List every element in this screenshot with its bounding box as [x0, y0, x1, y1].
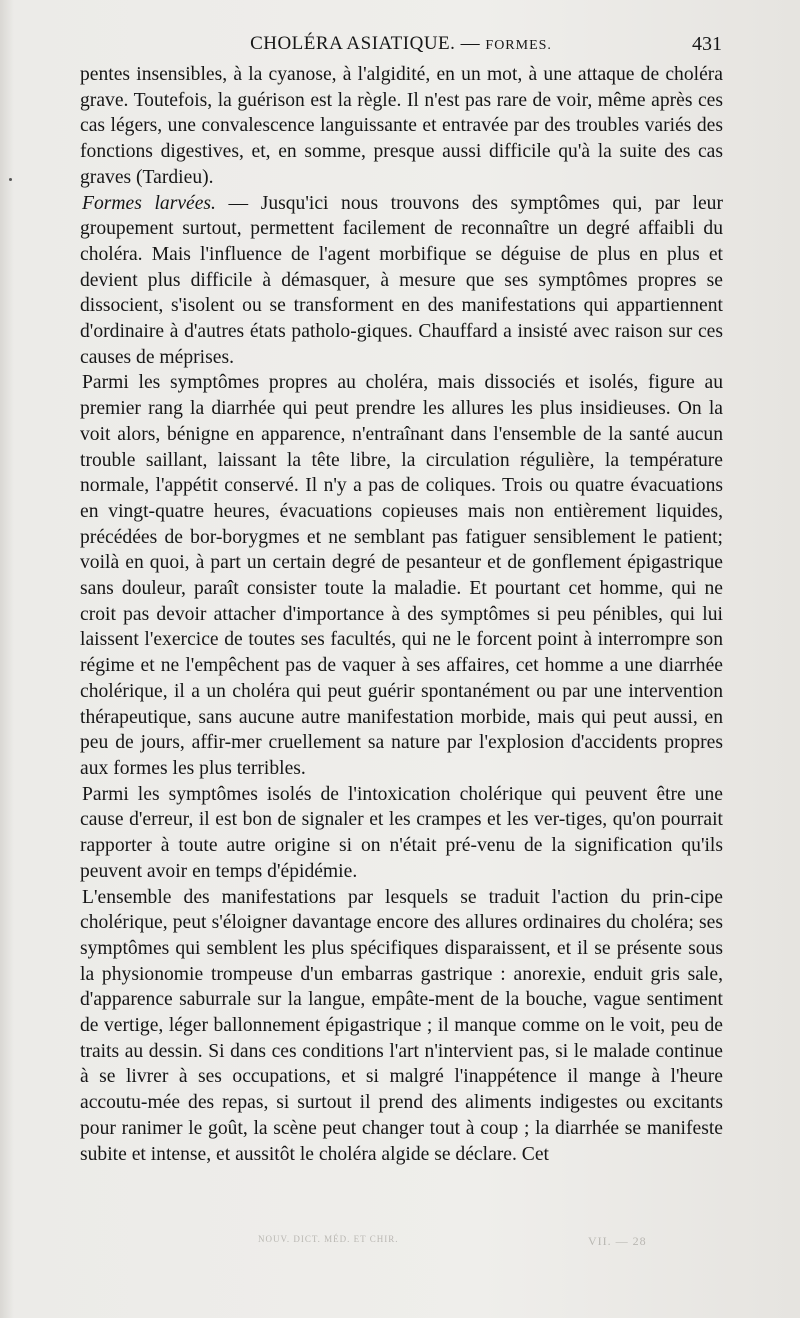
paragraph-lead: Formes larvées.	[82, 192, 216, 214]
paragraph-body: — Jusqu'ici nous trouvons des symptômes qui, par leur groupement surtout, permettent facilement de reconnaître un degré affaibli du choléra. Mais l'influence de l'agent morbifique se déguise de plus en plus et devient plus difficile à démasquer, à mesure que ses symptômes propres se dissocient, s'isolent ou se transforment en des manifestations qui appartiennent d'ordinaire à d'autres états patholo-giques. Chauffard a insisté avec raison sur ces causes de méprises.	[80, 192, 723, 368]
header-dash: —	[460, 33, 481, 54]
paragraph: pentes insensibles, à la cyanose, à l'algidité, en un mot, à une attaque de choléra grave. Toutefois, la guérison est la règle. Il n'est pas rare de voir, même après ces cas légers, une convalescence languissante et entravée par des troubles variés des fonctions digestives, et, en somme, presque aussi difficile qu'à la suite des cas graves (Tardieu).	[80, 64, 723, 188]
body-text	[80, 62, 723, 1167]
paragraph: L'ensemble des manifestations par lesquels se traduit l'action du prin-cipe cholérique, peut s'éloigner davantage encore des allures ordinaires du choléra; ses symptômes qui semblent les plus spécifiques disparaissent, et il se présente sous la physionomie trompeuse d'un embarras gastrique : anorexie, enduit gris sale, d'apparence saburrale sur la langue, empâte-ment de la bouche, vague sentiment de vertige, léger ballonnement épigastrique ; il manque comme on le voit, peu de traits au dessin. Si dans ces conditions l'art n'intervient pas, si le malade continue à se livrer à ses occupations, et si malgré l'inappétence il mange à l'heure accoutu-mée des repas, si surtout il prend des aliments indigestes ou excitants pour ranimer le goût, la scène peut changer tout à coup ; la diarrhée se manifeste subite et intense, et aussitôt le choléra algide se déclare. Cet	[80, 886, 723, 1165]
margin-speck	[9, 178, 12, 181]
paragraph: Parmi les symptômes isolés de l'intoxication cholérique qui peuvent être une cause d'erreur, il est bon de signaler et les crampes et les ver-tiges, qu'on pourrait rapporter à toute autre origine si on n'était pré-venu de la signification qu'ils peuvent avoir en temps d'épidémie.	[80, 783, 723, 882]
paragraph: Parmi les symptômes propres au choléra, mais dissociés et isolés, figure au premier rang la diarrhée qui peut prendre les allures les plus insidieuses. On la voit alors, bénigne en apparence, n'entraînant dans l'ensemble de la santé aucun trouble saillant, laissant la tête libre, la circulation régulière, la température normale, l'appétit conservé. Il n'y a pas de coliques. Trois ou quatre évacuations en vingt-quatre heures, évacuations copieuses mais non entièrement liquides, précédées de bor-borygmes et ne semblant pas fatiguer sensiblement le patient; voilà en quoi, à part un certain degré de pesanteur et de gonflement épigastrique sans douleur, paraît consister toute la maladie. Et pourtant cet homme, qui ne croit pas devoir attacher d'importance à des symptômes si peu pénibles, qui lui laissent l'exercice de toutes ses facultés, qui ne le forcent point à interrompre son régime et ne l'empêchent pas de vaquer à ses affaires, cet homme a une diarrhée cholérique, il a un choléra qui peut guérir spontanément ou par une intervention thérapeutique, sans aucune autre manifestation morbide, mais qui peut aussi, en peu de jours, affir-mer cruellement sa nature par l'explosion d'accidents propres aux formes les plus terribles.	[80, 372, 723, 779]
header-section: FORMES.	[485, 38, 552, 53]
paragraph	[80, 191, 723, 371]
running-header	[80, 33, 722, 61]
footer-signature: NOUV. DICT. MÉD. ET CHIR.	[258, 1234, 399, 1244]
page-number: 431	[692, 33, 722, 55]
running-title	[80, 33, 722, 55]
footer-sheet: VII. — 28	[588, 1234, 647, 1248]
header-title: CHOLÉRA ASIATIQUE.	[250, 33, 456, 54]
